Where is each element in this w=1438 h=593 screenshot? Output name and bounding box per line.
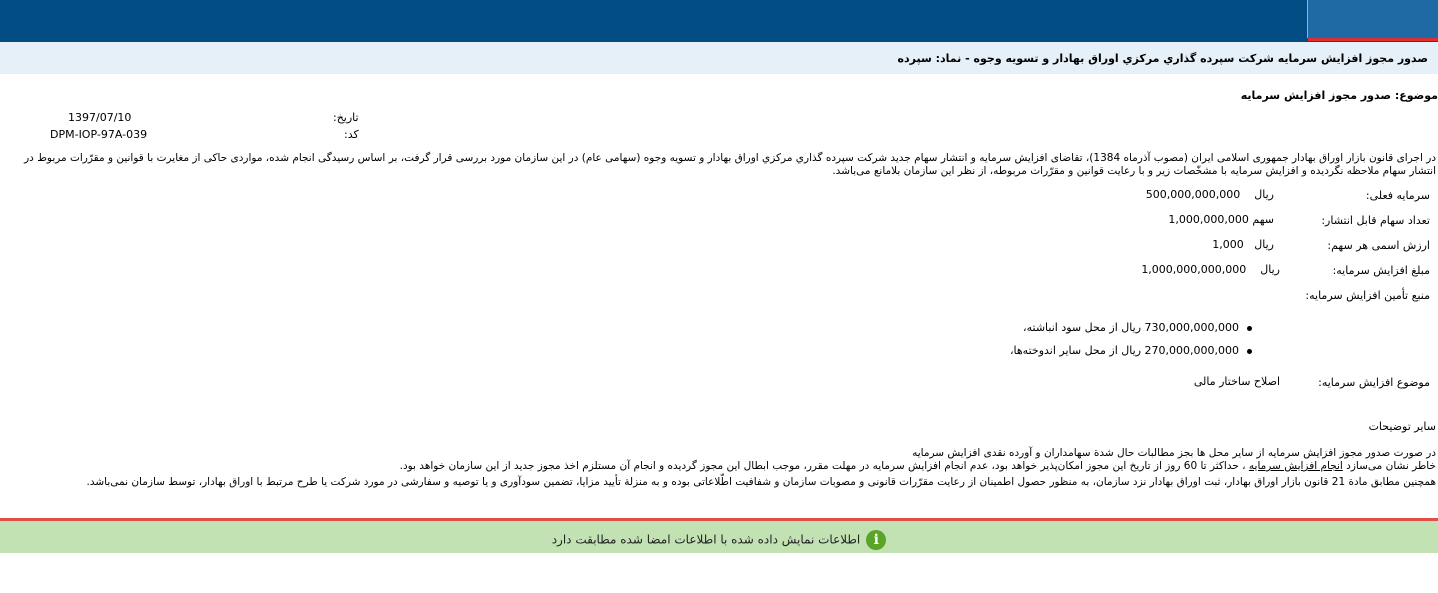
title-bar <box>0 42 1438 74</box>
verification-message-wrap <box>0 530 1438 550</box>
verification-bar <box>0 521 1438 553</box>
shares-field <box>1168 213 1274 226</box>
intro-paragraph <box>0 152 1436 178</box>
purpose-label: موضوع افزایش سرمایه: <box>1318 376 1430 389</box>
shares-unit: سهم <box>1252 213 1274 226</box>
source-amount: 270,000,000,000 <box>1144 344 1239 357</box>
info-icon: i <box>866 530 886 550</box>
increase-label: مبلغ افزایش سرمایه: <box>1332 264 1430 277</box>
increase-field <box>1141 263 1280 276</box>
increase-value: 1,000,000,000,000 <box>1141 263 1247 276</box>
banner-accent-line <box>1308 38 1438 41</box>
notes-line-3: همچنین مطابق مادة 21 قانون بازار اوراق بهادار، ثبت اوراق بهادار نزد سازمان، به منظور حصول اطمینان از رعایت مقرّرات قانونی و مصوبات سازمان و شفافیت اطّلاعاتی بوده و به منزلة تأیید مزایا، تضمین سودآوری و یا توصیه و سفارشی در مورد شرکت یا طرح مرتبط با اوراق بهادار، توسط سازمان نمی‌باشد. <box>86 476 1436 488</box>
intro-line-1: در اجرای قانون بازار اوراق بهادار جمهوری اسلامی ایران (مصوب آذرماه 1384)، تقاضای افزایش سرمایه و انتشار سهام جدید شرکت سپرده گذاري مرکزي اوراق بهادار و تسويه وجوه (سهامی عام) در این سازمان مورد بررسی قرار گرفت، بر اساس رسیدگی انجام شده، مواردی حاکی از مغایرت با قوانین و مقرّرات مربوط در <box>24 152 1436 164</box>
page-title: صدور مجوز افزايش سرمايه شرکت سپرده گذاري مرکزي اوراق بهادار و تسويه وجوه - نماد: سپرده <box>897 52 1428 65</box>
notes-line-2-end: ، حداکثر تا 60 روز از تاریخ این مجوز امکان‌پذیر خواهد بود، عدم انجام افزایش سرمایه در مهلت مقرر، موجب ابطال این مجوز گردیده و انجام آن مستلزم اخذ مجوز جدید از این سازمان خواهد بود. <box>399 460 1249 472</box>
nominal-value: 1,000 <box>1212 238 1244 251</box>
increase-unit: ریال <box>1260 263 1280 276</box>
current-capital-value: 500,000,000,000 <box>1145 188 1241 201</box>
list-item <box>1023 321 1252 334</box>
intro-line-2: انتشار سهام ملاحظه نگردیده و افزایش سرمایه با مشخّصات زیر و با رعایت قوانین و مقرّرات مربوطه، از نظر این سازمان بلامانع می‌باشد. <box>832 165 1436 177</box>
shares-label: تعداد سهام قابل انتشار: <box>1321 214 1430 227</box>
subject-line <box>1241 89 1438 102</box>
verification-message: اطلاعات نمایش داده شده با اطلاعات امضا شده مطابقت دارد <box>551 532 861 547</box>
source-amount: 730,000,000,000 <box>1144 321 1239 334</box>
bullet-icon <box>1247 349 1252 354</box>
code-label: کد: <box>344 128 359 141</box>
current-capital-unit: ریال <box>1254 188 1274 201</box>
notes-underlined-phrase: انجام افزایش سرمایه <box>1248 460 1343 472</box>
purpose-value: اصلاح ساختار مالی <box>1193 375 1280 388</box>
bullet-icon <box>1247 326 1252 331</box>
notes-line-2 <box>0 460 1436 473</box>
code-value: DPM-IOP-97A-039 <box>50 128 148 141</box>
notes-line-2-start: خاطر نشان می‌سازد <box>1342 460 1436 472</box>
banner-corner-panel <box>1307 0 1438 38</box>
subject-label: موضوع: <box>1394 89 1438 102</box>
current-capital-field <box>1146 188 1274 201</box>
source-text: ریال از محل سود انباشته، <box>1023 321 1142 334</box>
date-value: 1397/07/10 <box>68 111 132 124</box>
current-capital-label: سرمایه فعلی: <box>1365 189 1430 202</box>
nominal-field <box>1212 238 1274 251</box>
subject-value: صدور مجوز افزایش سرمایه <box>1240 89 1391 102</box>
source-text: ریال از محل سایر اندوخته‌ها، <box>1009 344 1142 357</box>
source-label: منبع تأمین افزایش سرمایه: <box>1305 289 1430 302</box>
notes-heading: سایر توضیحات <box>1368 420 1436 433</box>
shares-value: 1,000,000,000 <box>1168 213 1249 226</box>
notes-line-1: در صورت صدور مجوز افزایش سرمایه از سایر محل ها بجز مطالبات حال شدة سهامداران و آورده نقدی افزایش سرمایه <box>912 447 1436 459</box>
nominal-unit: ریال <box>1254 238 1274 251</box>
date-label: تاریخ: <box>333 111 359 124</box>
nominal-label: ارزش اسمی هر سهم: <box>1327 239 1430 252</box>
list-item <box>1010 344 1252 357</box>
top-banner <box>0 0 1438 42</box>
notes-paragraph <box>0 447 1436 489</box>
